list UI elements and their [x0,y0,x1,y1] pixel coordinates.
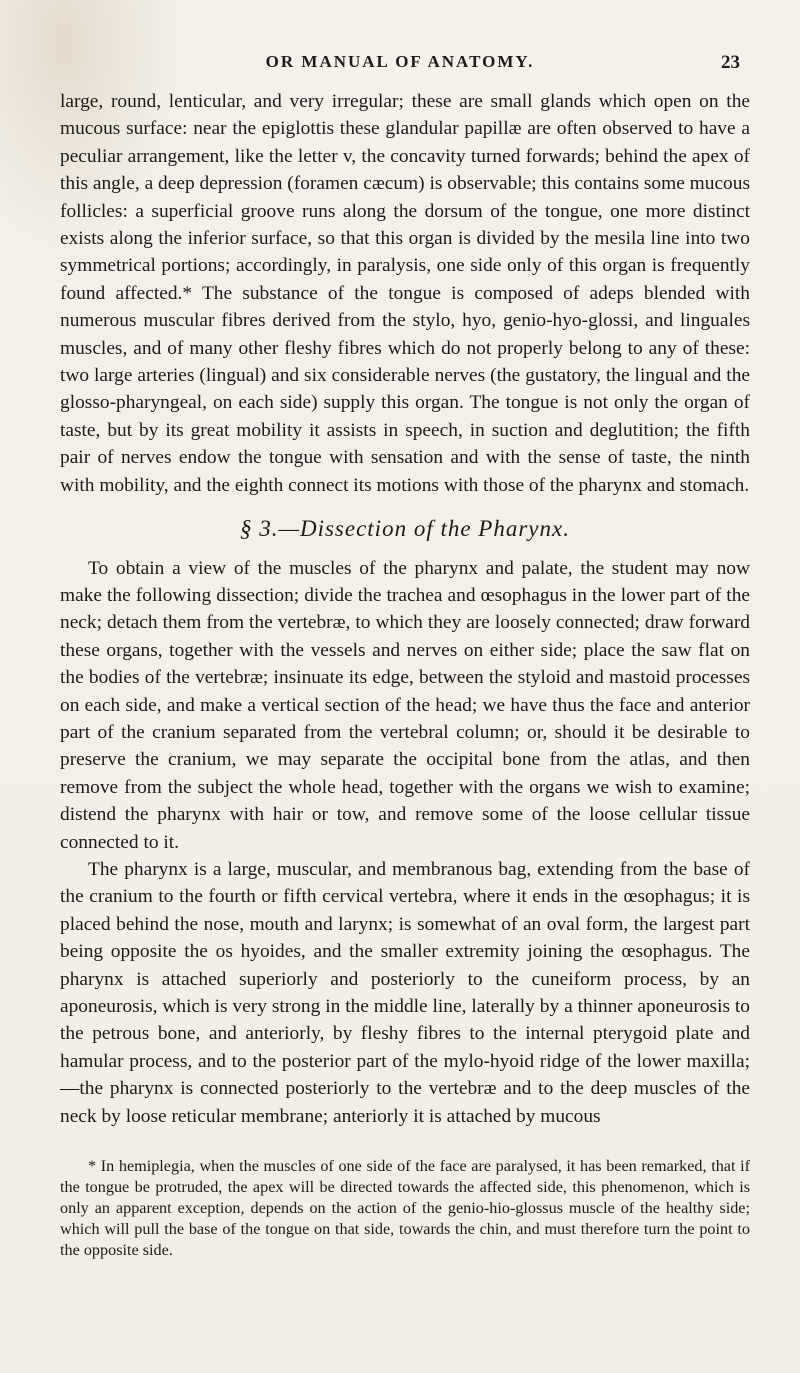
paragraph-dissection: To obtain a view of the muscles of the pharynx and palate, the student may now make the following dissection; divide the trachea and œsophagus in the lower part of the neck; detach them from the vertebræ, to which they are loosely connected; draw forward these organs, together with the vessels and nerves on either side; place the saw flat on the bodies of the vertebræ; insinuate its edge, between the styloid and mastoid processes on each side, and make a vertical section of the head; we have thus the face and anterior part of the cranium separated from the vertebral column; or, should it be desirable to preserve the cranium, we may separate the occipital bone from the atlas, and then remove from the subject the whole head, together with the organs we wish to examine; distend the pharynx with hair or tow, and remove some of the loose cellular tissue connected to it. [60,557,750,853]
footnote: * In hemiplegia, when the muscles of one side of the face are paralysed, it has been remarked, that if the tongue be protruded, the apex will be directed towards the affected side, this phenomenon, which is only an apparent exception, depends on the action of the genio-hio-glossus muscle of the healthy side; which will pull the base of the tongue on that side, towards the chin, and must therefore turn the point to the opposite side. [60,1157,750,1260]
paragraph-tongue: large, round, lenticular, and very irregular; these are small glands which open on the mucous surface: near the epiglottis these glandular papillæ are often observed to have a peculiar arrangement, like the letter v, the concavity turned forwards; behind the apex of this angle, a deep depression (foramen cæcum) is observable; this contains some mucous follicles: a superficial groove runs along the dorsum of the tongue, one more distinct exists along the inferior surface, so that this organ is divided by the mesila line into two symmetrical portions; accordingly, in paralysis, one side only of this organ is frequently found affected.* The substance of the tongue is composed of adeps blended with numerous muscular fibres derived from the stylo, hyo, genio-hyo-glossi, and linguales muscles, and of many other fleshy fibres which do not properly belong to any of these: two large arteries (lingual) and six considerable nerves (the gustatory, the lingual and the glosso-pharyngeal, on each side) supply this organ. The tongue is not only the organ of taste, but by its great mobility it assists in speech, in suction and deglutition; the fifth pair of nerves endow the tongue with sensation and with the sense of taste, the ninth with mobility, and the eighth connect its motions with those of the pharynx and stomach. [60,91,750,496]
paragraph-pharynx: The pharynx is a large, muscular, and membranous bag, extending from the base of the cranium to the fourth or fifth cervical vertebra, where it ends in the œsophagus; it is placed behind the nose, mouth and larynx; is somewhat of an oval form, the largest part being opposite the os hyoides, and the smaller extremity joining the œsophagus. The pharynx is attached superiorly and posteriorly to the cuneiform process, by an aponeurosis, which is very strong in the middle line, laterally by a thinner aponeurosis to the petrous bone, and anteriorly, by fleshy fibres to the internal pterygoid plate and hamular process, and to the posterior part of the mylo-hyoid ridge of the lower maxilla;—the pharynx is connected posteriorly to the vertebræ and to the deep muscles of the neck by loose reticular membrane; anteriorly it is attached by mucous [60,858,750,1127]
running-head: OR MANUAL OF ANATOMY. [265,52,535,71]
body-text [60,88,750,1261]
page-header [60,52,740,80]
section-heading: § 3.—Dissection of the Pharynx. [240,516,570,542]
page-number: 23 [721,52,740,73]
